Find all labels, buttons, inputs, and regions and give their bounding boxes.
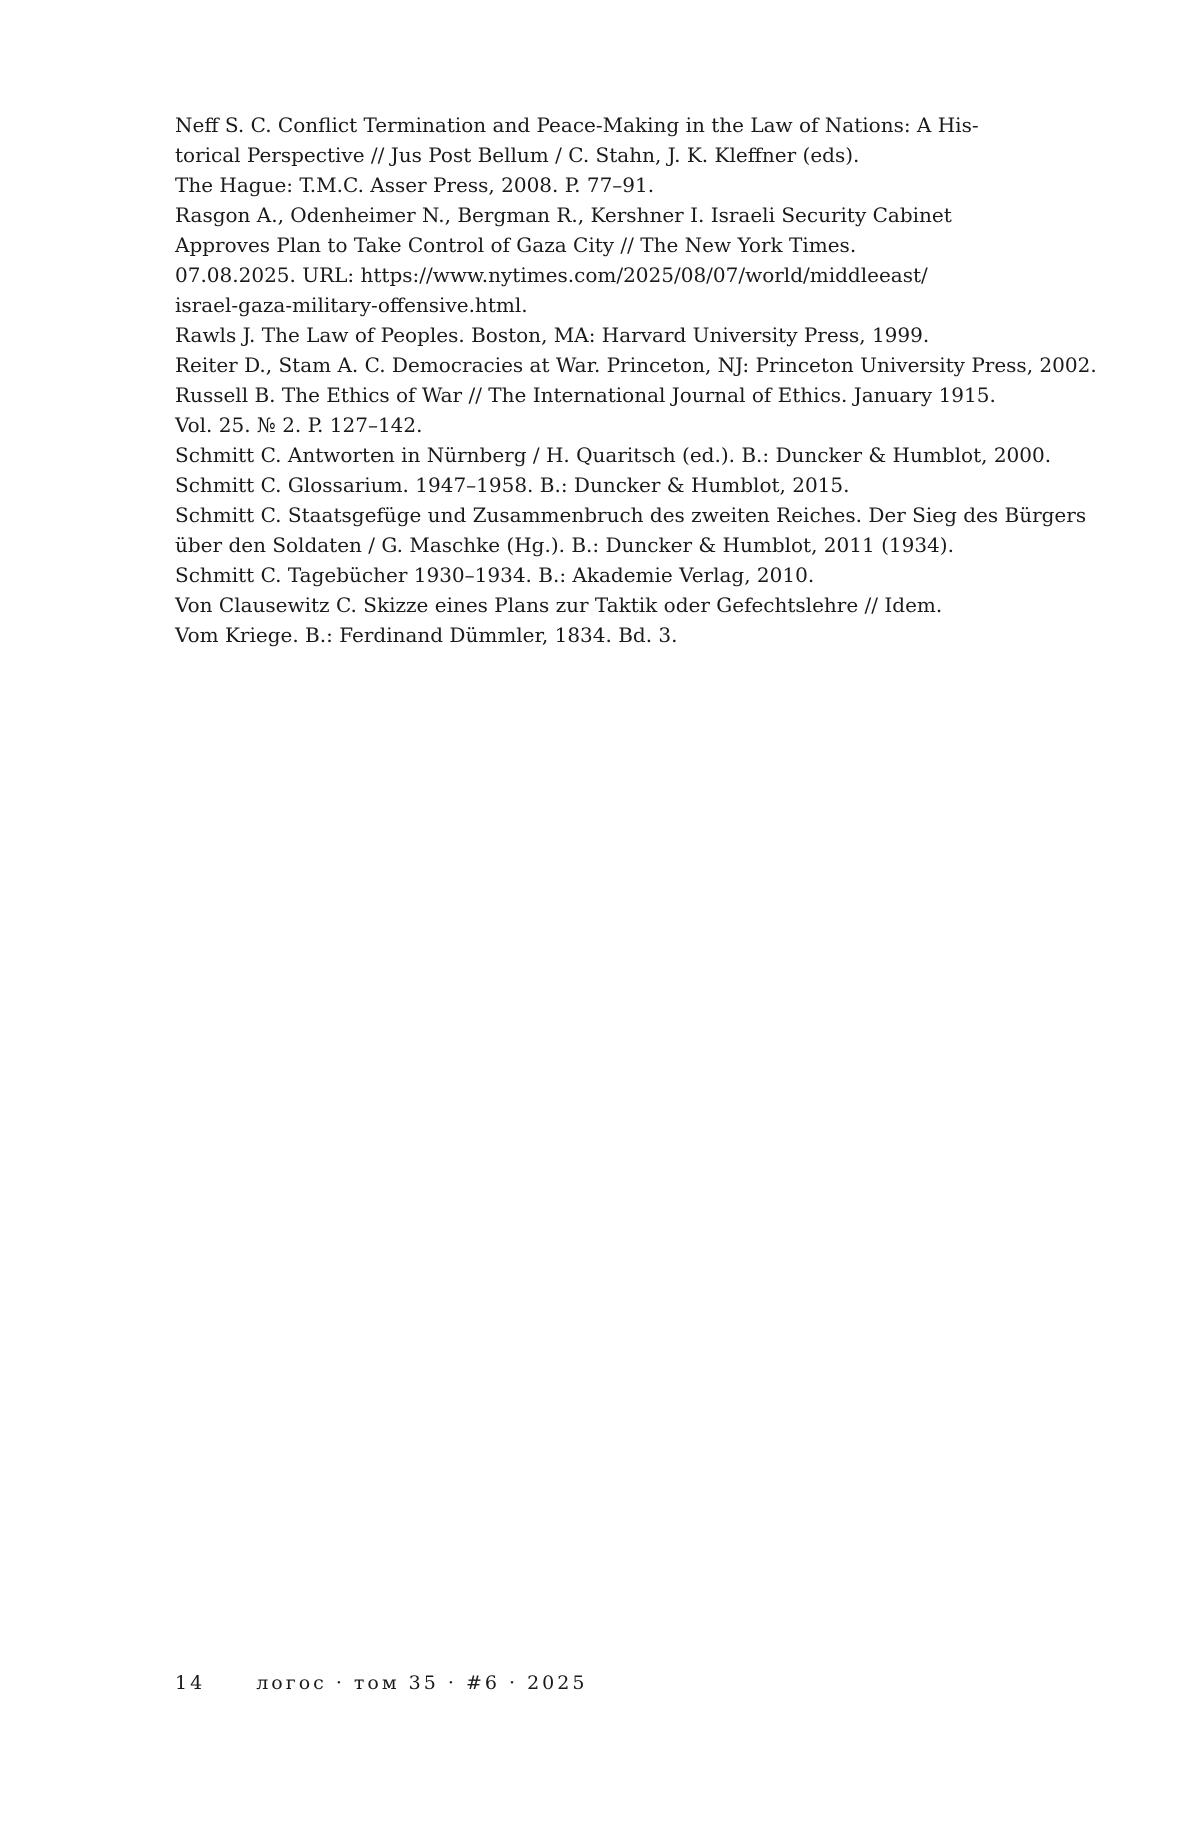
bibliography-list: [175, 110, 1097, 650]
bibliography-entry-line: Russell B. The Ethics of War // The International Journal of Ethics. January 1915.: [175, 383, 996, 407]
bibliography-entry: [175, 440, 1052, 470]
bibliography-entry-line: Vol. 25. № 2. P. 127–142.: [175, 413, 423, 437]
bibliography-entry: [175, 110, 1035, 200]
bibliography-entry: [175, 590, 1035, 650]
running-head: логос · том 35 · #6 · 2025: [256, 1672, 588, 1694]
bibliography-entry-line: Rawls J. The Law of Peoples. Boston, MA: Harvard University Press, 1999.: [175, 323, 930, 347]
bibliography-entry: [175, 320, 1035, 350]
page-footer: [175, 1672, 587, 1694]
page-number: 14: [175, 1672, 206, 1694]
bibliography-entry-line: Schmitt C. Tagebücher 1930–1934. B.: Akademie Verlag, 2010.: [175, 563, 815, 587]
bibliography-entry-line: The Hague: T.M.C. Asser Press, 2008. P. 77–91.: [175, 173, 655, 197]
bibliography-entry-line: Approves Plan to Take Control of Gaza City // The New York Times.: [175, 233, 857, 257]
bibliography-entry-line: Schmitt C. Staatsgefüge und Zusammenbruch des zweiten Reiches. Der Sieg des Bürgers: [175, 503, 1087, 527]
bibliography-entry-line: Vom Kriege. B.: Ferdinand Dümmler, 1834. Bd. 3.: [175, 623, 678, 647]
bibliography-entry: [175, 470, 1035, 500]
bibliography-entry: [175, 500, 1087, 560]
bibliography-entry-line: Schmitt C. Glossarium. 1947–1958. B.: Duncker & Humblot, 2015.: [175, 473, 850, 497]
bibliography-entry: [175, 560, 1035, 590]
bibliography-entry-line: Von Clausewitz C. Skizze eines Plans zur Taktik oder Gefechtslehre // Idem.: [175, 593, 943, 617]
bibliography-entry: [175, 380, 1035, 440]
bibliography-entry-line: Rasgon A., Odenheimer N., Bergman R., Kershner I. Israeli Security Cabinet: [175, 203, 952, 227]
bibliography-entry-line: torical Perspective // Jus Post Bellum / C. Stahn, J. K. Kleffner (eds).: [175, 143, 860, 167]
bibliography-entry-line: Reiter D., Stam A. C. Democracies at War. Princeton, NJ: Princeton University Press, 2002.: [175, 353, 1097, 377]
bibliography-entry: [175, 350, 1097, 380]
bibliography-entry-line: über den Soldaten / G. Maschke (Hg.). B.: Duncker & Humblot, 2011 (1934).: [175, 533, 954, 557]
bibliography-entry-line: Neff S. C. Conflict Termination and Peace-Making in the Law of Nations: A His-: [175, 113, 979, 137]
bibliography-entry-line: israel-gaza-military-offensive.html.: [175, 293, 528, 317]
bibliography-entry-line: 07.08.2025. URL: https://www.nytimes.com/2025/08/07/world/middleeast/: [175, 263, 928, 287]
bibliography-entry-line: Schmitt C. Antworten in Nürnberg / H. Quaritsch (ed.). B.: Duncker & Humblot, 2000.: [175, 443, 1052, 467]
bibliography-entry: [175, 200, 1035, 320]
